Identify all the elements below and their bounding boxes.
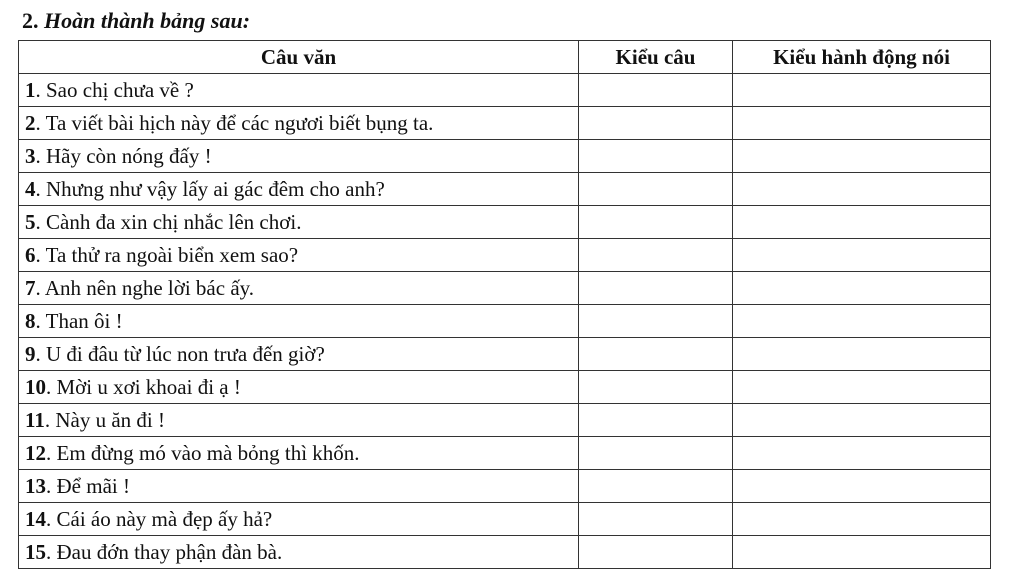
hanh-dong-noi-cell[interactable] bbox=[733, 437, 991, 470]
sentence-cell: 5. Cành đa xin chị nhắc lên chơi. bbox=[19, 206, 579, 239]
table-row bbox=[19, 437, 991, 470]
sentence-text: Than ôi ! bbox=[45, 309, 123, 333]
exercise-table bbox=[18, 40, 991, 569]
kieu-cau-cell[interactable] bbox=[579, 338, 733, 371]
sentence-cell: 13. Để mãi ! bbox=[19, 470, 579, 503]
sentence-text: Này u ăn đi ! bbox=[55, 408, 165, 432]
row-number: 4 bbox=[25, 177, 36, 201]
sentence-cell: 7. Anh nên nghe lời bác ấy. bbox=[19, 272, 579, 305]
hanh-dong-noi-cell[interactable] bbox=[733, 470, 991, 503]
exercise-number: 2. bbox=[22, 8, 39, 33]
row-number: 2 bbox=[25, 111, 36, 135]
sentence-text: Hãy còn nóng đấy ! bbox=[46, 144, 212, 168]
sentence-text: Em đừng mó vào mà bỏng thì khốn. bbox=[56, 441, 360, 465]
row-number: 7 bbox=[25, 276, 36, 300]
exercise-heading bbox=[22, 8, 250, 34]
table-header-row bbox=[19, 41, 991, 74]
row-number: 1 bbox=[25, 78, 36, 102]
sentence-cell: 14. Cái áo này mà đẹp ấy hả? bbox=[19, 503, 579, 536]
sentence-cell: 15. Đau đớn thay phận đàn bà. bbox=[19, 536, 579, 569]
exercise-title: Hoàn thành bảng sau: bbox=[44, 8, 251, 33]
row-number: 10 bbox=[25, 375, 46, 399]
sentence-text: Nhưng như vậy lấy ai gác đêm cho anh? bbox=[46, 177, 385, 201]
table-row bbox=[19, 272, 991, 305]
column-header-kieu-hanh-dong-noi: Kiểu hành động nói bbox=[733, 41, 991, 74]
sentence-text: Sao chị chưa về ? bbox=[46, 78, 194, 102]
row-number: 8 bbox=[25, 309, 36, 333]
sentence-cell: 10. Mời u xơi khoai đi ạ ! bbox=[19, 371, 579, 404]
sentence-text: Ta viết bài hịch này để các ngươi biết bụng ta. bbox=[45, 111, 434, 135]
sentence-cell: 6. Ta thử ra ngoài biển xem sao? bbox=[19, 239, 579, 272]
kieu-cau-cell[interactable] bbox=[579, 404, 733, 437]
table-body bbox=[19, 74, 991, 569]
kieu-cau-cell[interactable] bbox=[579, 140, 733, 173]
kieu-cau-cell[interactable] bbox=[579, 305, 733, 338]
table-row bbox=[19, 74, 991, 107]
row-number: 12 bbox=[25, 441, 46, 465]
kieu-cau-cell[interactable] bbox=[579, 503, 733, 536]
kieu-cau-cell[interactable] bbox=[579, 239, 733, 272]
sentence-text: U đi đâu từ lúc non trưa đến giờ? bbox=[46, 342, 325, 366]
hanh-dong-noi-cell[interactable] bbox=[733, 272, 991, 305]
sentence-cell: 1. Sao chị chưa về ? bbox=[19, 74, 579, 107]
hanh-dong-noi-cell[interactable] bbox=[733, 107, 991, 140]
sentence-cell: 9. U đi đâu từ lúc non trưa đến giờ? bbox=[19, 338, 579, 371]
table-row bbox=[19, 470, 991, 503]
kieu-cau-cell[interactable] bbox=[579, 536, 733, 569]
table-row bbox=[19, 536, 991, 569]
sentence-text: Cành đa xin chị nhắc lên chơi. bbox=[46, 210, 302, 234]
hanh-dong-noi-cell[interactable] bbox=[733, 74, 991, 107]
row-number: 9 bbox=[25, 342, 36, 366]
hanh-dong-noi-cell[interactable] bbox=[733, 206, 991, 239]
kieu-cau-cell[interactable] bbox=[579, 272, 733, 305]
hanh-dong-noi-cell[interactable] bbox=[733, 239, 991, 272]
row-number: 14 bbox=[25, 507, 46, 531]
sentence-text: Ta thử ra ngoài biển xem sao? bbox=[45, 243, 299, 267]
hanh-dong-noi-cell[interactable] bbox=[733, 503, 991, 536]
sentence-cell: 3. Hãy còn nóng đấy ! bbox=[19, 140, 579, 173]
sentence-text: Anh nên nghe lời bác ấy. bbox=[44, 276, 255, 300]
row-number: 6 bbox=[25, 243, 36, 267]
sentence-text: Đau đớn thay phận đàn bà. bbox=[56, 540, 283, 564]
sentence-text: Để mãi ! bbox=[56, 474, 130, 498]
kieu-cau-cell[interactable] bbox=[579, 173, 733, 206]
sentence-cell: 4. Nhưng như vậy lấy ai gác đêm cho anh? bbox=[19, 173, 579, 206]
table-row bbox=[19, 173, 991, 206]
row-number: 5 bbox=[25, 210, 36, 234]
column-header-kieu-cau: Kiểu câu bbox=[579, 41, 733, 74]
table-row bbox=[19, 503, 991, 536]
table-row bbox=[19, 239, 991, 272]
kieu-cau-cell[interactable] bbox=[579, 470, 733, 503]
hanh-dong-noi-cell[interactable] bbox=[733, 338, 991, 371]
kieu-cau-cell[interactable] bbox=[579, 107, 733, 140]
table-row bbox=[19, 305, 991, 338]
hanh-dong-noi-cell[interactable] bbox=[733, 536, 991, 569]
sentence-cell: 8. Than ôi ! bbox=[19, 305, 579, 338]
sentence-cell: 12. Em đừng mó vào mà bỏng thì khốn. bbox=[19, 437, 579, 470]
table-row bbox=[19, 371, 991, 404]
table-row bbox=[19, 206, 991, 239]
hanh-dong-noi-cell[interactable] bbox=[733, 305, 991, 338]
row-number: 11 bbox=[25, 408, 45, 432]
table-row bbox=[19, 404, 991, 437]
sentence-text: Cái áo này mà đẹp ấy hả? bbox=[56, 507, 273, 531]
row-number: 15 bbox=[25, 540, 46, 564]
sentence-cell: 11. Này u ăn đi ! bbox=[19, 404, 579, 437]
hanh-dong-noi-cell[interactable] bbox=[733, 371, 991, 404]
kieu-cau-cell[interactable] bbox=[579, 206, 733, 239]
row-number: 3 bbox=[25, 144, 36, 168]
hanh-dong-noi-cell[interactable] bbox=[733, 140, 991, 173]
table-row bbox=[19, 338, 991, 371]
kieu-cau-cell[interactable] bbox=[579, 437, 733, 470]
kieu-cau-cell[interactable] bbox=[579, 74, 733, 107]
hanh-dong-noi-cell[interactable] bbox=[733, 173, 991, 206]
table-row bbox=[19, 107, 991, 140]
sentence-cell: 2. Ta viết bài hịch này để các ngươi biết bụng ta. bbox=[19, 107, 579, 140]
kieu-cau-cell[interactable] bbox=[579, 371, 733, 404]
row-number: 13 bbox=[25, 474, 46, 498]
hanh-dong-noi-cell[interactable] bbox=[733, 404, 991, 437]
sentence-text: Mời u xơi khoai đi ạ ! bbox=[56, 375, 241, 399]
table-row bbox=[19, 140, 991, 173]
column-header-cau-van: Câu văn bbox=[19, 41, 579, 74]
